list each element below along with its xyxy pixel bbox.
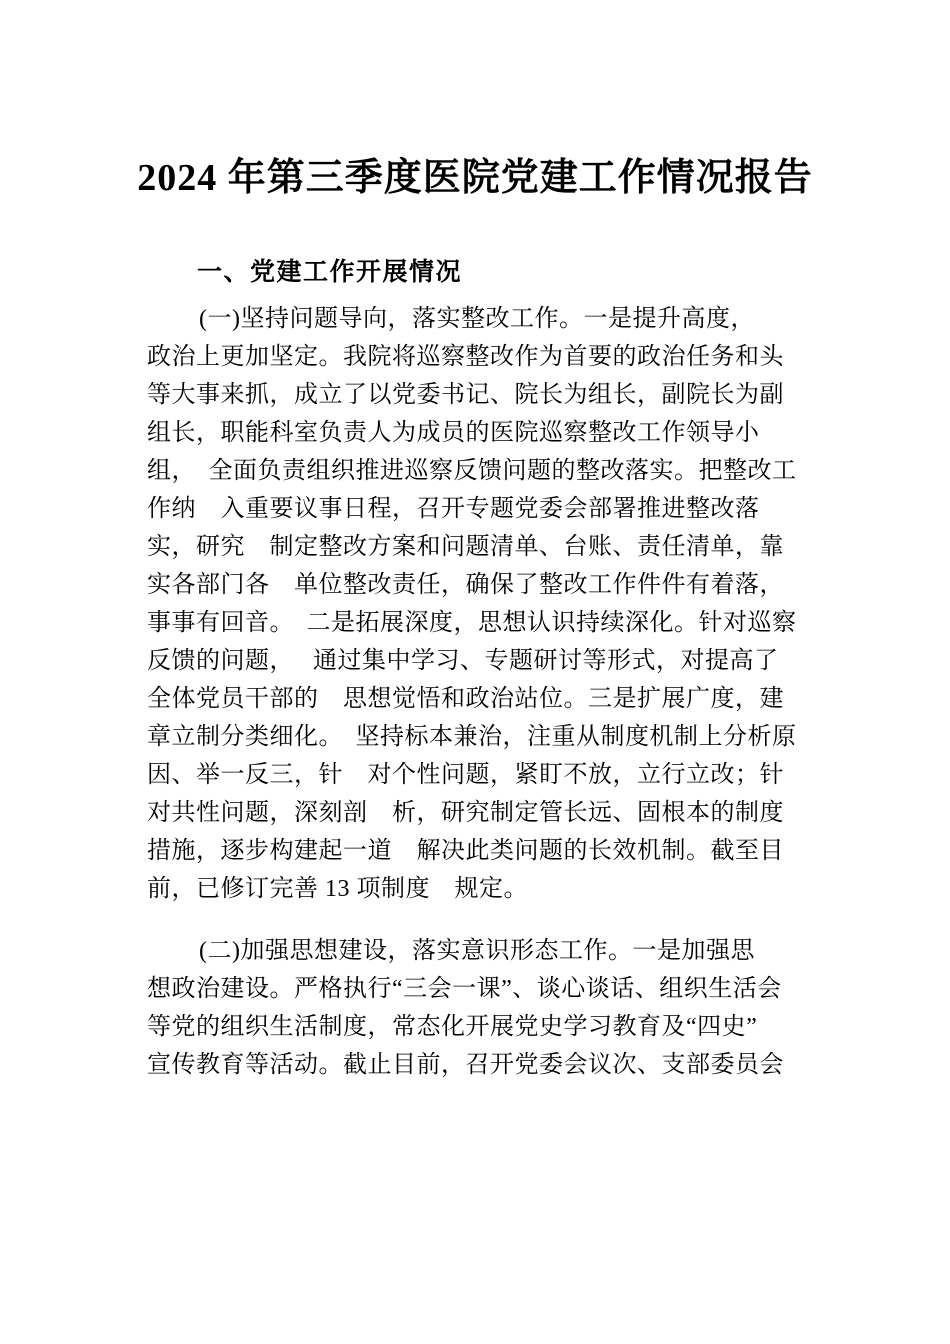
text-line: 实，研究 制定整改方案和问题清单、台账、责任清单，靠 [147, 534, 784, 560]
text-line: 前，已修订完善 13 项制度 规定。 [147, 876, 528, 902]
text-line: (一)坚持问题导向，落实整改工作。一是提升高度， [199, 306, 755, 332]
text-line: 政治上更加坚定。我院将巡察整改作为首要的政治任务和头 [147, 344, 784, 370]
text-line: 组， 全面负责组织推进巡察反馈问题的整改落实。把整改工 [147, 458, 797, 484]
text-line: 因、举一反三，针 对个性问题，紧盯不放，立行立改；针 [147, 762, 784, 788]
text-line: 反馈的问题， 通过集中学习、专题研讨等形式，对提高了 [147, 648, 779, 674]
text-line: 实各部门各 单位整改责任，确保了整改工作件件有着落， [147, 572, 784, 598]
text-line: 组长，职能科室负责人为成员的医院巡察整改工作领导小 [147, 420, 760, 446]
text-line: 对共性问题，深刻剖 析，研究制定管长远、固根本的制度 [147, 800, 784, 826]
paragraph-2 [147, 932, 847, 1084]
text-line: 等党的组织生活制度，常态化开展党史学习教育及“四史” [147, 1014, 758, 1040]
text-line: 事事有回音。 二是拓展深度，思想认识持续深化。针对巡察 [147, 610, 797, 636]
text-line: 章立制分类细化。 坚持标本兼治，注重从制度机制上分析原 [147, 724, 797, 750]
section-heading: 一、党建工作开展情况 [197, 258, 463, 286]
paragraph-1 [147, 300, 847, 908]
text-line: 想政治建设。严格执行“三会一课”、谈心谈话、组织生活会 [147, 976, 782, 1002]
text-line: 措施，逐步构建起一道 解决此类问题的长效机制。截至目 [147, 838, 784, 864]
text-line: 作纳 入重要议事日程，召开专题党委会部署推进整改落 [147, 496, 760, 522]
text-line: 等大事来抓，成立了以党委书记、院长为组长，副院长为副 [147, 382, 784, 408]
text-line: 宣传教育等活动。截止目前，召开党委会议次、支部委员会 [147, 1052, 784, 1078]
document-title: 2024 年第三季度医院党建工作情况报告 [137, 157, 813, 199]
text-line: 全体党员干部的 思想觉悟和政治站位。三是扩展广度，建 [147, 686, 784, 712]
text-line: (二)加强思想建设，落实意识形态工作。一是加强思 [199, 938, 755, 964]
